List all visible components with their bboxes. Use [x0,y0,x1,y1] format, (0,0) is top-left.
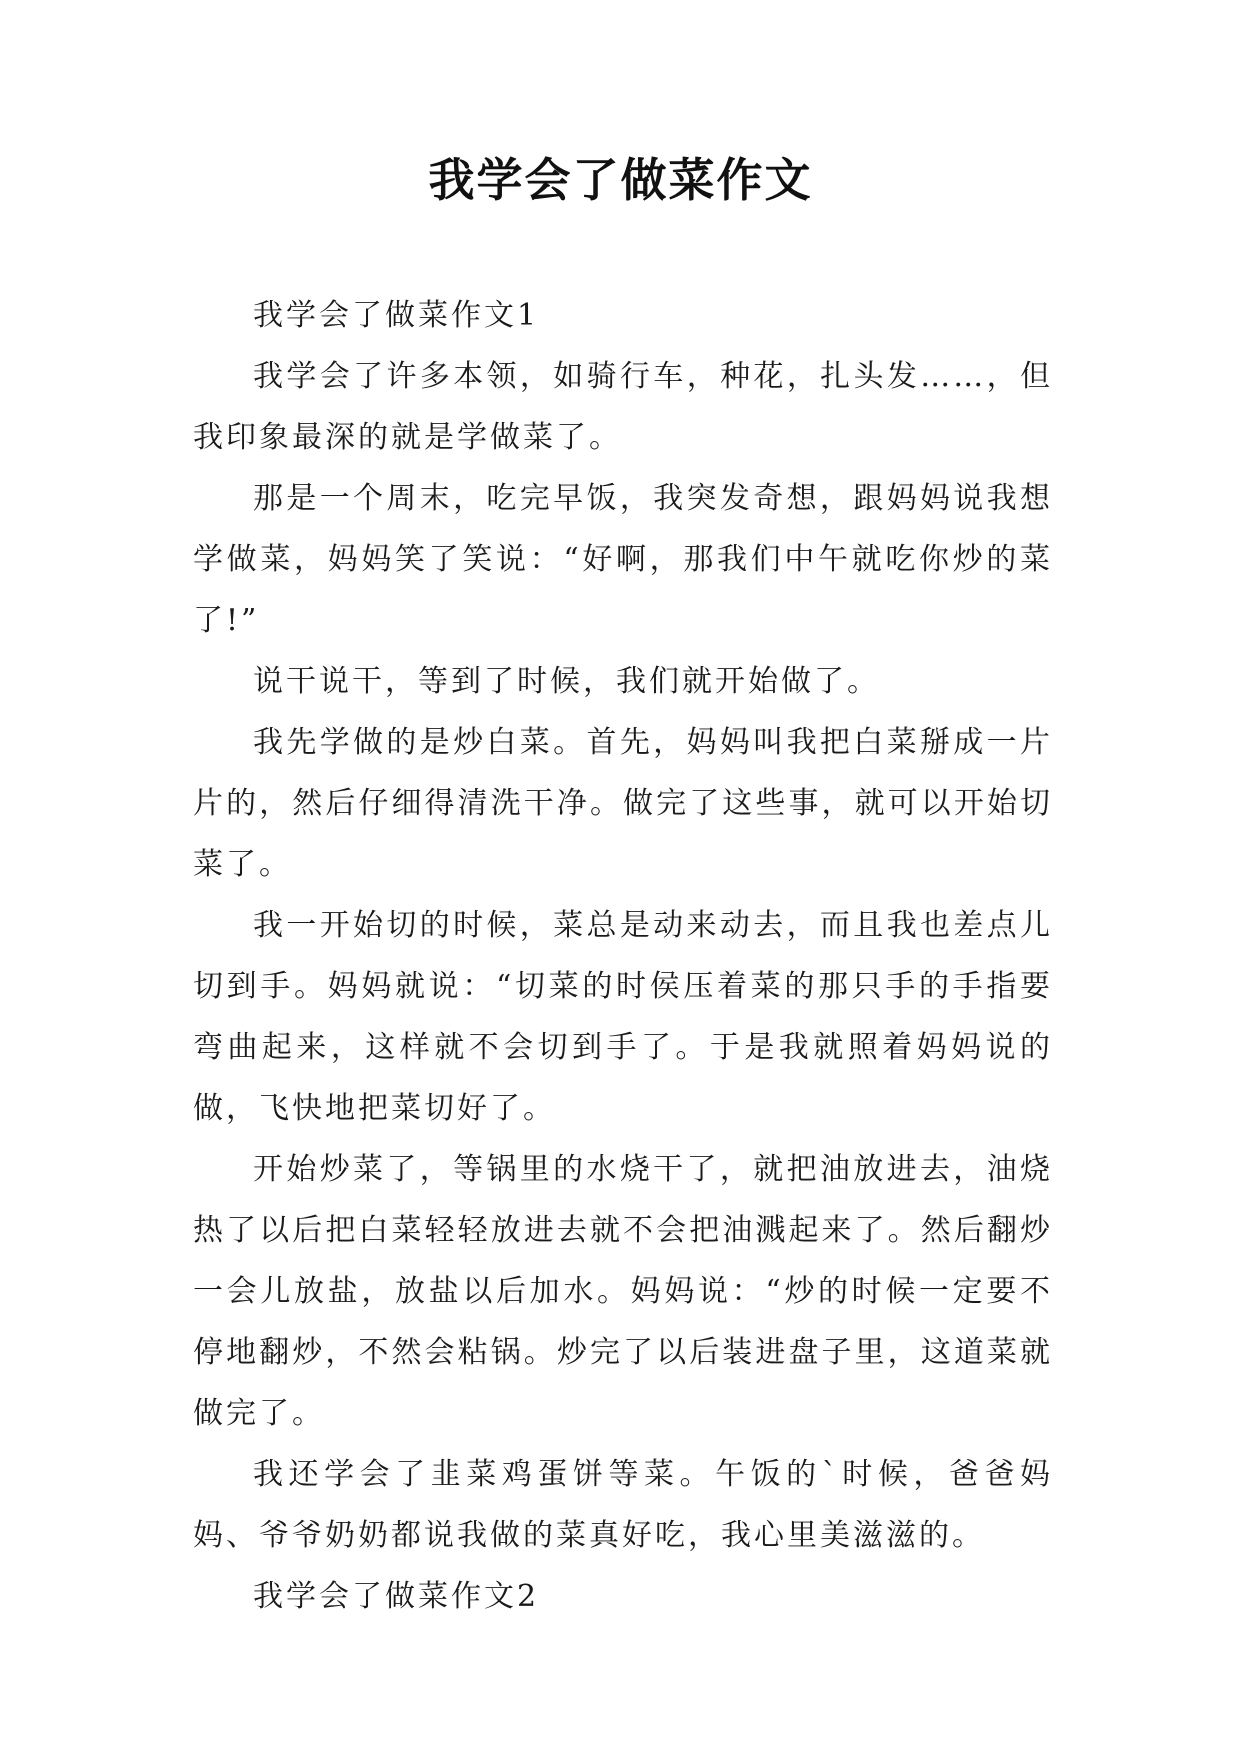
section-heading-2: 我学会了做菜作文2 [253,1579,540,1614]
paragraph: 那是一个周末，吃完早饭，我突发奇想，跟妈妈说我想学做菜，妈妈笑了笑说：“好啊，那我们中午就吃你炒的菜了!” [193,481,1053,638]
paragraph: 说干说干，等到了时候，我们就开始做了。 [253,664,880,699]
paragraph: 我还学会了韭菜鸡蛋饼等菜。午饭的`时候，爸爸妈妈、爷爷奶奶都说我做的菜真好吃，我心里美滋滋的。 [193,1457,1053,1553]
paragraph: 我一开始切的时候，菜总是动来动去，而且我也差点儿切到手。妈妈就说：“切菜的时侯压着菜的那只手的手指要弯曲起来，这样就不会切到手了。于是我就照着妈妈说的做，飞快地把菜切好了。 [193,908,1053,1126]
paragraph: 开始炒菜了，等锅里的水烧干了，就把油放进去，油烧热了以后把白菜轻轻放进去就不会把油溅起来了。然后翻炒一会儿放盐，放盐以后加水。妈妈说：“炒的时候一定要不停地翻炒，不然会粘锅。炒完了以后装进盘子里，这道菜就做完了。 [193,1152,1053,1431]
section-heading-1: 我学会了做菜作文1 [253,298,540,333]
document-body [193,285,1053,1627]
document-title: 我学会了做菜作文 [428,153,813,207]
paragraph: 我学会了许多本领，如骑行车，种花，扎头发……，但我印象最深的就是学做菜了。 [193,359,1053,455]
paragraph: 我先学做的是炒白菜。首先，妈妈叫我把白菜掰成一片片的，然后仔细得清洗干净。做完了这些事，就可以开始切菜了。 [193,725,1053,882]
